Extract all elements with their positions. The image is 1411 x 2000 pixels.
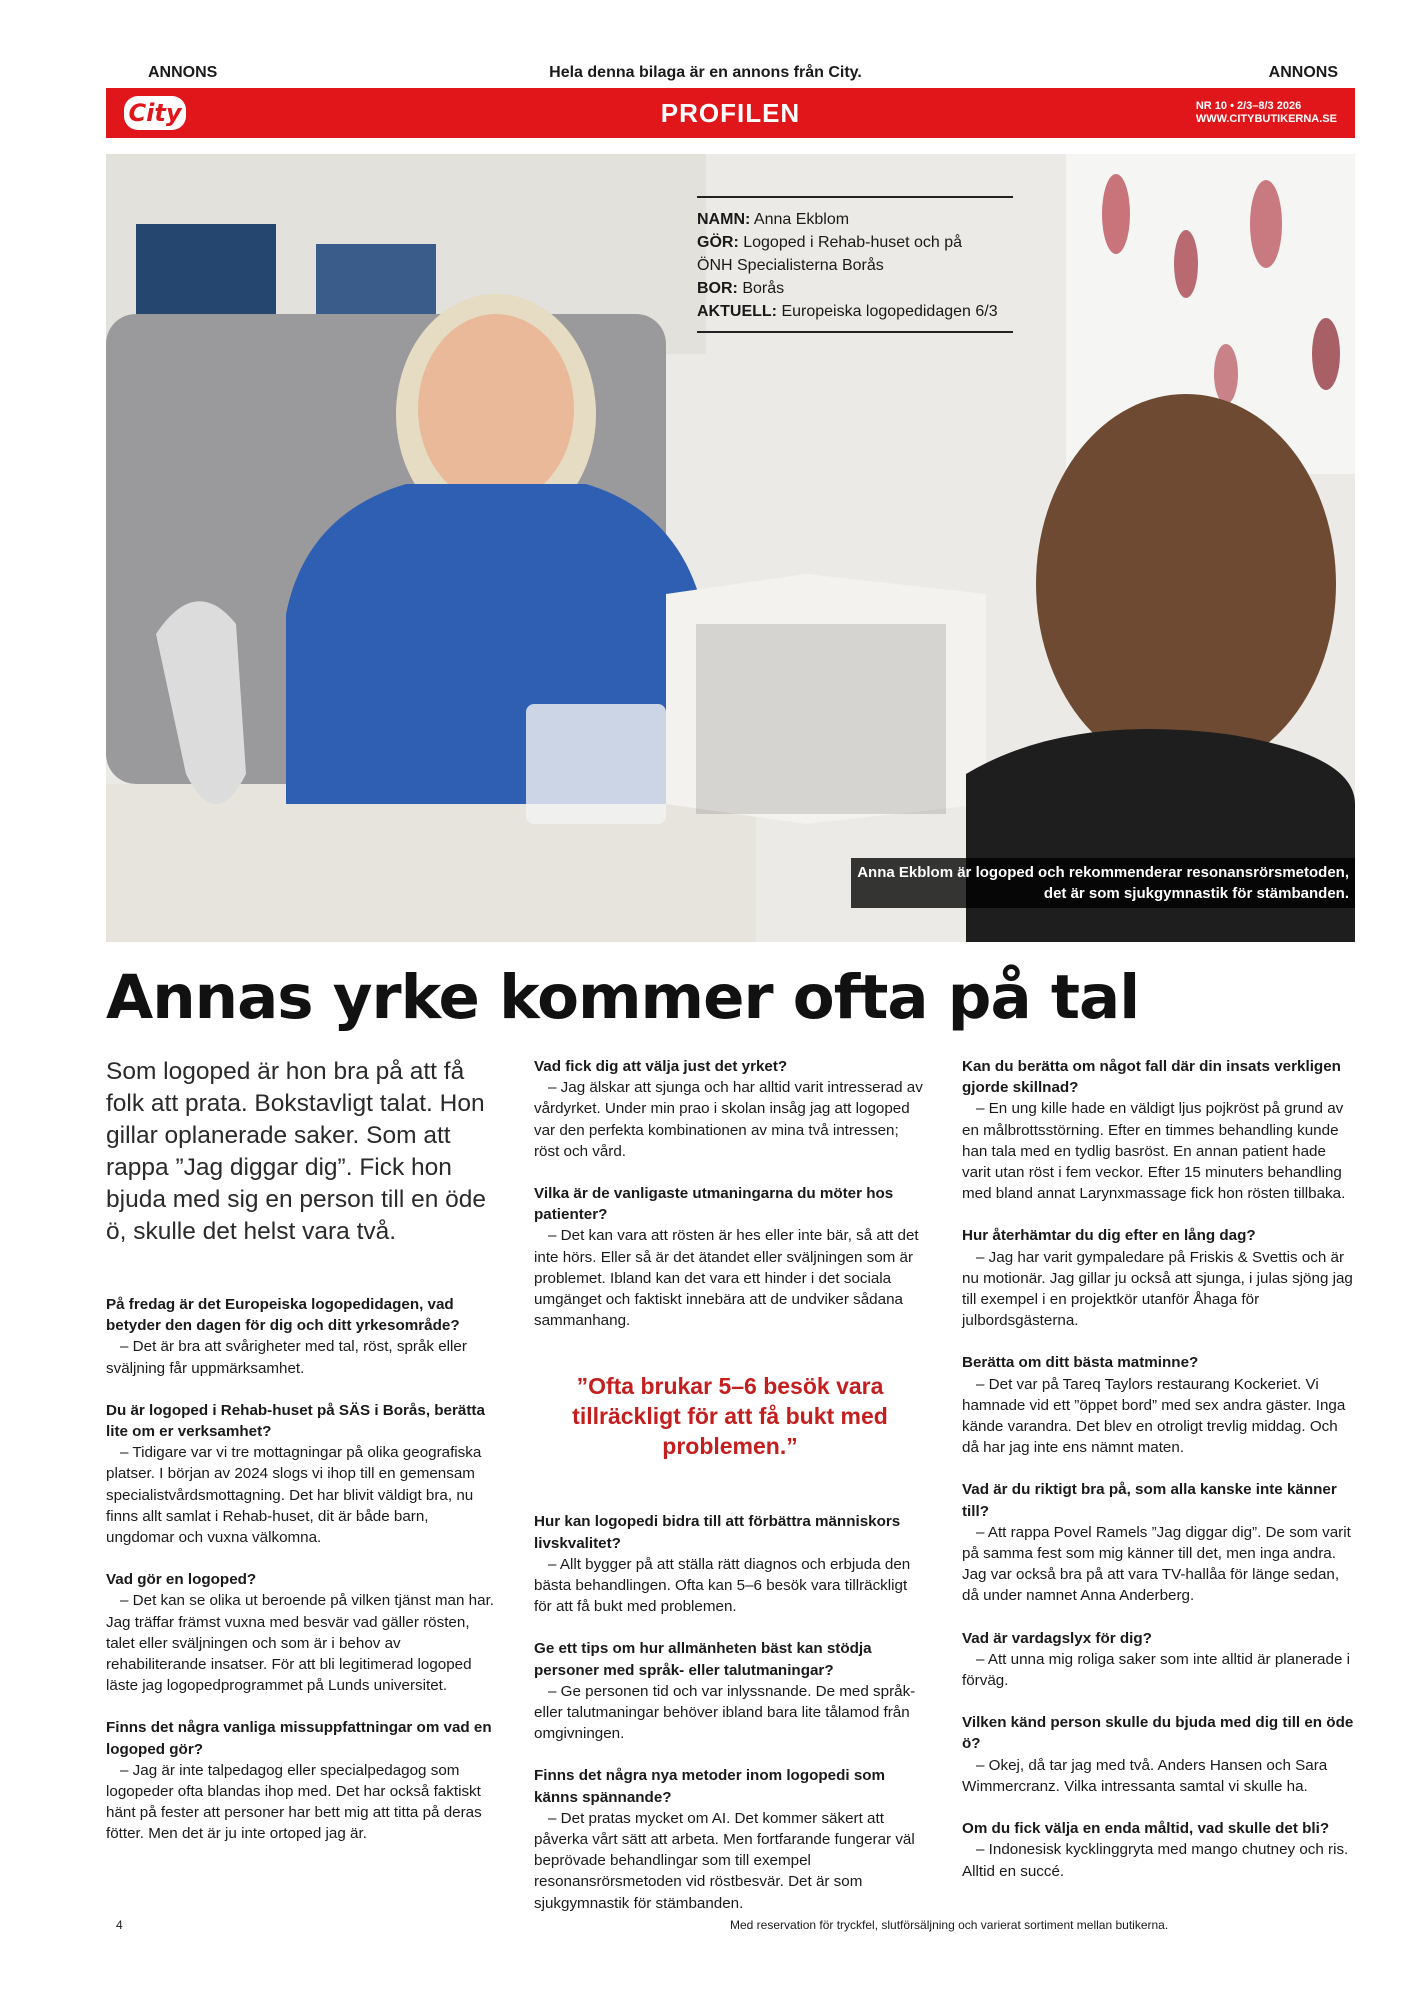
question: Ge ett tips om hur allmänheten bäst kan stödja personer med språk- eller talutmaningar? — [534, 1640, 872, 1679]
qa-item — [106, 1400, 496, 1548]
qa-item — [106, 1717, 496, 1844]
answer: – Okej, då tar jag med två. Anders Hansen och Sara Wimmercranz. Vilka intressanta samtal vi skulle ha. — [962, 1756, 1328, 1795]
answer: – Indonesisk kycklinggryta med mango chutney och ris. Alltid en succé. — [962, 1841, 1349, 1880]
question: Du är logoped i Rehab-huset på SÄS i Borås, berätta lite om er verksamhet? — [106, 1401, 485, 1441]
answer: – Att rappa Povel Ramels ”Jag diggar dig”. De som varit på samma fest som mig känner till det, men inga andra. Jag var också bra på att vara TV-hallåa för länge sedan, då under namnet Anna Anderberg. — [962, 1523, 1351, 1605]
page-number: 4 — [116, 1918, 123, 1932]
qa-item — [962, 1818, 1357, 1882]
photo-caption — [851, 858, 1355, 908]
qa-item — [106, 1569, 496, 1696]
fact-name: NAMN: Anna Ekblom — [697, 211, 850, 228]
qa-item — [534, 1638, 926, 1744]
question: Vad är du riktigt bra på, som alla kanske inte känner till? — [962, 1481, 1337, 1520]
fact-residence: BOR: Borås — [697, 280, 785, 297]
question: Om du fick välja en enda måltid, vad skulle det bli? — [962, 1820, 1330, 1838]
qa-item — [962, 1479, 1357, 1606]
answer: – Jag har varit gympaledare på Friskis & Svettis och är nu motionär. Jag gillar ju också att sjunga, i julas sjöng jag till exempel i en projektkör utanför Åhaga för julbordsgästerna. — [962, 1248, 1353, 1330]
annons-label-left: ANNONS — [148, 64, 218, 81]
question: Vilka är de vanligaste utmaningarna du möter hos patienter? — [534, 1185, 894, 1224]
qa-item — [534, 1056, 926, 1162]
qa-item — [962, 1225, 1357, 1331]
question: Vilken känd person skulle du bjuda med dig till en öde ö? — [962, 1714, 1354, 1753]
profile-banner — [106, 88, 1355, 138]
annons-label-right: ANNONS — [1268, 64, 1338, 81]
qa-item — [534, 1183, 926, 1331]
issue-number: NR 10 • 2/3–8/3 2026 — [1195, 100, 1302, 112]
photo-caption-line-2: det är som sjukgymnastik för stämbanden. — [1043, 885, 1349, 902]
website: WWW.CITYBUTIKERNA.SE — [1195, 113, 1337, 125]
question: Hur återhämtar du dig efter en lång dag? — [962, 1227, 1256, 1245]
top-line — [0, 64, 1411, 84]
photo-caption-line-1: Anna Ekblom är logoped och rekommenderar resonansrörsmetoden, — [857, 864, 1349, 881]
pull-quote: ”Ofta brukar 5–6 besök vara tillräckligt för att få bukt med problemen.” — [572, 1373, 888, 1460]
answer: – Det var på Tareq Taylors restaurang Kockeriet. Vi hamnade vid ett ”öppet bord” med sex andra gäster. Inga kände varandra. Det blev en otroligt trevlig middag. Och då har jag inte ens nämnt maten. — [962, 1375, 1346, 1457]
question: På fredag är det Europeiska logopedidagen, vad betyder den dagen för dig och ditt yrkesområde? — [106, 1296, 460, 1335]
disclaimer: Med reservation för tryckfel, slutförsäljning och varierat sortiment mellan butikerna. — [730, 1918, 1169, 1932]
question: Vad är vardagslyx för dig? — [962, 1629, 1152, 1647]
column-2 — [534, 1056, 926, 1935]
section-title: PROFILEN — [660, 98, 801, 128]
answer: – Tidigare var vi tre mottagningar på olika geografiska platser. I början av 2024 slogs vi ihop till en gemensam specialistvårdsmottagning. Det har blivit väldigt bra, nu finns allt samlat i Rehab-huset, dit är både barn, ungdomar och vuxna välkomna. — [106, 1444, 482, 1547]
answer: – En ung kille hade en väldigt ljus pojkröst på grund av en målbrottsstörning. Efter en timmes behandling kunde han tala med en tydlig basröst. En annan patient hade varit utan röst i fem veckor. Efter 15 minuters behandling med bland annat Larynxmassage fick hon rösten tillbaka. — [962, 1100, 1346, 1203]
qa-item — [962, 1352, 1357, 1458]
qa-item — [962, 1628, 1357, 1692]
column-1 — [106, 1056, 496, 1866]
answer: – Det pratas mycket om AI. Det kommer säkert att påverka vårt sätt att arbeta. Men fortfarande fungerar väl beprövade behandlingar som till exempel resonansrörsmetoden vid röstbesvär. Det är som sjukgymnastik för stämbanden. — [534, 1809, 915, 1912]
qa-item — [962, 1056, 1357, 1204]
profile-facts-box — [697, 196, 1013, 333]
fact-occupation-cont: ÖNH Specialisterna Borås — [697, 257, 884, 274]
answer: – Det kan vara att rösten är hes eller inte bär, så att det inte hörs. Eller så är det ätandet eller sväljningen som är problemet. Ibland kan det vara ett hinder i det sociala umgänget och faktiskt innebära att de undviker sådana sammanhang. — [534, 1227, 919, 1330]
answer: – Ge personen tid och var inlyssnande. De med språk- eller talutmaningar behöver ibland bara lite tålamod från omgivningen. — [534, 1682, 916, 1743]
issue-info — [1196, 100, 1337, 126]
question: Kan du berätta om något fall där din insats verkligen gjorde skillnad? — [962, 1058, 1341, 1097]
question: Vad gör en logoped? — [106, 1571, 257, 1589]
qa-item — [534, 1511, 926, 1617]
answer: – Jag är inte talpedagog eller specialpedagog som logopeder ofta blandas ihop med. Det har också faktiskt hänt på fester att personer har bett mig att titta på deras fötter. Men det är ju inte ortoped jag är. — [106, 1761, 482, 1843]
fact-occupation: GÖR: Logoped i Rehab-huset och på — [697, 234, 963, 251]
answer: – Allt bygger på att ställa rätt diagnos och erbjuda den bästa behandlingen. Ofta kan 5–6 besök vara tillräckligt för att få bukt med problemen. — [534, 1555, 911, 1616]
question: Berätta om ditt bästa matminne? — [962, 1354, 1199, 1372]
article-lead: Som logoped är hon bra på att få folk att prata. Bokstavligt talat. Hon gillar oplanerade saker. Som att rappa ”Jag diggar dig”. Fick hon bjuda med sig en person till en öde ö, skulle det helst vara två. — [106, 1058, 487, 1245]
question: Hur kan logopedi bidra till att förbättra människors livskvalitet? — [534, 1513, 901, 1552]
answer: – Jag älskar att sjunga och har alltid varit intresserad av vårdyrket. Under min prao i skolan insåg jag att logoped var den perfekta kombinationen av mina två intressen; röst och vård. — [534, 1079, 923, 1160]
question: Vad fick dig att välja just det yrket? — [534, 1058, 788, 1075]
answer: – Det är bra att svårigheter med tal, röst, språk eller sväljning får uppmärksamhet. — [106, 1338, 467, 1377]
city-logo: City — [124, 96, 186, 130]
supplement-notice: Hela denna bilaga är en annons från City. — [549, 64, 862, 81]
answer: – Att unna mig roliga saker som inte alltid är planerade i förväg. — [962, 1650, 1350, 1690]
question: Finns det några vanliga missuppfattningar om vad en logoped gör? — [106, 1719, 492, 1758]
column-3 — [962, 1056, 1357, 1903]
answer: – Det kan se olika ut beroende på vilken tjänst man har. Jag träffar främst vuxna med besvär vad gäller rösten, talet eller sväljningen och som är i behov av rehabiliterande insatser. För att bli legitimerad logoped läste jag logopedprogrammet på Lunds universitet. — [106, 1592, 495, 1695]
qa-item — [534, 1765, 926, 1913]
qa-item — [962, 1712, 1357, 1797]
fact-current: AKTUELL: Europeiska logopedidagen 6/3 — [697, 303, 998, 320]
article-headline: Annas yrke kommer ofta på tal — [106, 962, 1140, 1033]
question: Finns det några nya metoder inom logopedi som känns spännande? — [534, 1767, 886, 1806]
qa-item — [106, 1294, 496, 1379]
